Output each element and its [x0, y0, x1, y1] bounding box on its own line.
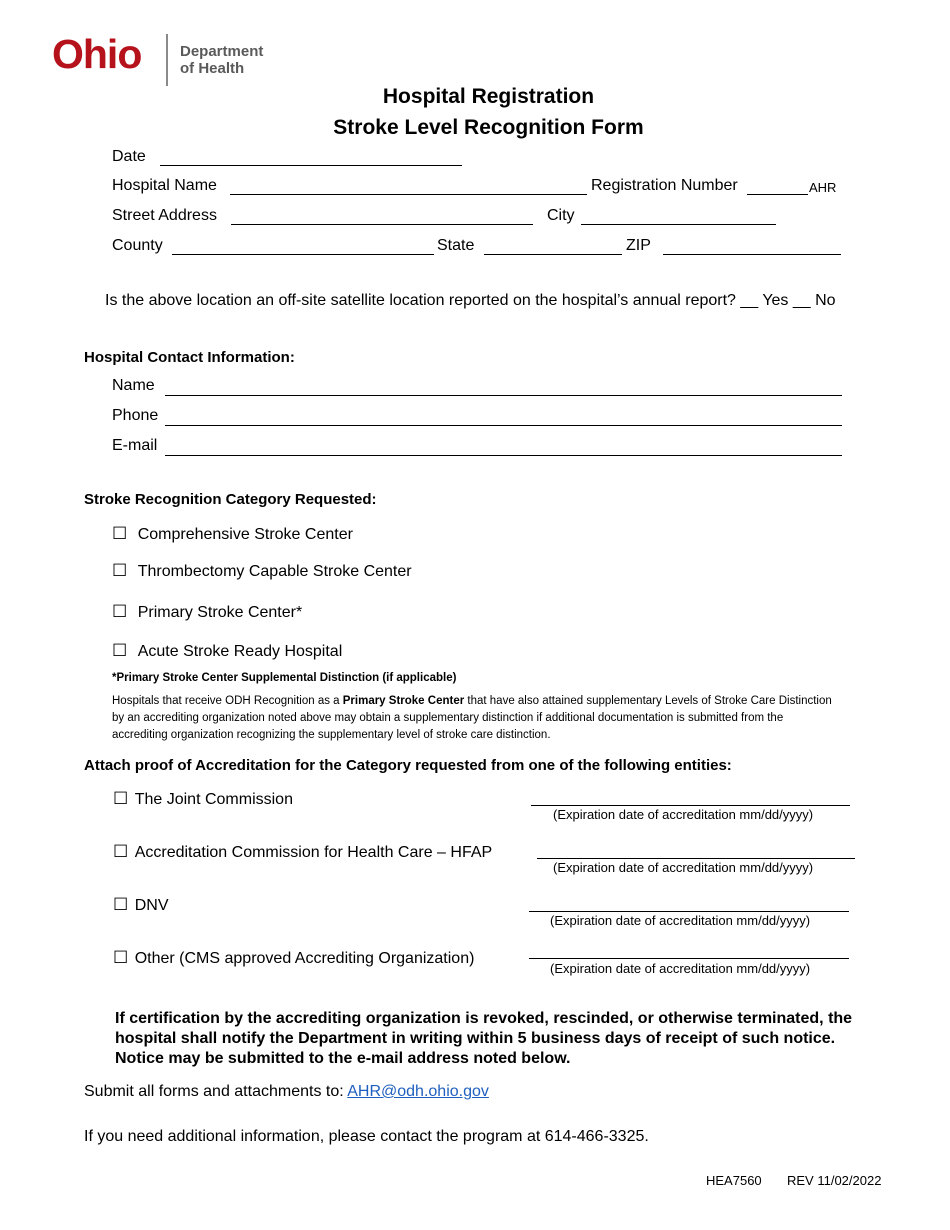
footnote-part2: that have also attained supplementary Levels of Stroke Care Distinction by an accrediting organization noted above may obtain a supplementary distinction if additional documentation is submitted from the accrediting organization recognizing the supplementary level of stroke care distinction.: [112, 695, 832, 741]
checkbox-icon[interactable]: ☐: [113, 948, 129, 967]
form-title-line1: Hospital Registration: [382, 85, 595, 108]
expiration-field-1[interactable]: [531, 805, 850, 806]
expiration-field-4[interactable]: [529, 958, 849, 959]
hospital-name-label: Hospital Name: [112, 177, 217, 194]
category-option-label: Acute Stroke Ready Hospital: [137, 643, 343, 660]
expiration-field-3[interactable]: [529, 911, 849, 912]
street-address-label: Street Address: [112, 207, 217, 224]
checkbox-icon[interactable]: ☐: [112, 524, 128, 543]
category-option-acute[interactable]: [112, 641, 342, 661]
registration-suffix: AHR: [809, 180, 837, 195]
category-option-thrombectomy[interactable]: [112, 561, 412, 581]
street-address-field[interactable]: [231, 224, 533, 225]
contact-email-label: E-mail: [112, 437, 158, 454]
contact-name-label: Name: [112, 377, 155, 394]
city-label: City: [547, 207, 575, 224]
form-number: HEA7560: [706, 1173, 762, 1188]
checkbox-icon[interactable]: ☐: [113, 789, 129, 808]
zip-field[interactable]: [663, 254, 841, 255]
revision-date: REV 11/02/2022: [787, 1173, 882, 1188]
registration-number-label: Registration Number: [591, 177, 738, 194]
category-option-primary[interactable]: [112, 602, 302, 622]
contact-phone-label: Phone: [112, 407, 159, 424]
registration-number-field[interactable]: [747, 194, 808, 195]
submit-label: Submit all forms and attachments to:: [84, 1083, 348, 1100]
accreditation-heading: Attach proof of Accreditation for the Category requested from one of the following entities:: [84, 757, 732, 774]
date-label: Date: [112, 148, 146, 165]
accreditation-option-joint-commission[interactable]: [113, 789, 293, 809]
category-heading: Stroke Recognition Category Requested:: [84, 491, 377, 508]
expiration-field-2[interactable]: [537, 858, 855, 859]
checkbox-icon[interactable]: ☐: [113, 842, 129, 861]
submit-line: [84, 1083, 489, 1101]
contact-info-line: If you need additional information, please contact the program at 614-466-3325.: [84, 1128, 649, 1145]
footnote-paragraph: [112, 693, 837, 744]
state-label: State: [437, 237, 475, 254]
category-option-comprehensive[interactable]: [112, 524, 353, 544]
county-field[interactable]: [172, 254, 434, 255]
satellite-question: Is the above location an off-site satellite location reported on the hospital’s annual report? __ Yes __ No: [105, 292, 836, 309]
state-field[interactable]: [484, 254, 622, 255]
footnote-heading: *Primary Stroke Center Supplemental Distinction (if applicable): [112, 672, 457, 684]
category-option-label: Primary Stroke Center*: [137, 604, 303, 621]
revocation-notice: If certification by the accrediting organization is revoked, rescinded, or otherwise terminated, the hospital shall notify the Department in writing within 5 business days of receipt of such notice. Notice may be submitted to the e-mail address noted below.: [115, 1010, 853, 1067]
expiration-label-3: (Expiration date of accreditation mm/dd/yyyy): [550, 913, 811, 928]
accreditation-option-other[interactable]: [113, 948, 474, 968]
checkbox-icon[interactable]: ☐: [112, 641, 128, 660]
footnote-part1: Hospitals that receive ODH Recognition as a: [112, 695, 343, 707]
accreditation-option-label: DNV: [134, 897, 169, 914]
checkbox-icon[interactable]: ☐: [112, 602, 128, 621]
accreditation-option-label: The Joint Commission: [134, 791, 293, 808]
accreditation-option-label: Other (CMS approved Accrediting Organization): [134, 950, 475, 967]
ohio-logo-wordmark: Ohio: [52, 31, 142, 77]
hospital-name-field[interactable]: [230, 194, 587, 195]
contact-email-field[interactable]: [165, 455, 842, 456]
footnote-bold: Primary Stroke Center: [342, 695, 465, 707]
logo-dept-line2: of Health: [180, 60, 245, 77]
checkbox-icon[interactable]: ☐: [113, 895, 129, 914]
accreditation-option-hfap[interactable]: [113, 842, 492, 862]
contact-phone-field[interactable]: [165, 425, 842, 426]
logo-department: [180, 43, 263, 77]
expiration-label-2: (Expiration date of accreditation mm/dd/yyyy): [553, 860, 814, 875]
contact-heading: Hospital Contact Information:: [84, 349, 295, 366]
submit-email-link[interactable]: AHR@odh.ohio.gov: [347, 1083, 489, 1100]
category-option-label: Thrombectomy Capable Stroke Center: [137, 563, 412, 580]
accreditation-option-dnv[interactable]: [113, 895, 168, 915]
logo-divider: [166, 34, 168, 86]
form-title-line2: Stroke Level Recognition Form: [333, 116, 644, 139]
expiration-label-4: (Expiration date of accreditation mm/dd/yyyy): [550, 961, 811, 976]
contact-name-field[interactable]: [165, 395, 842, 396]
city-field[interactable]: [581, 224, 776, 225]
date-field[interactable]: [160, 165, 462, 166]
zip-label: ZIP: [626, 237, 651, 254]
category-option-label: Comprehensive Stroke Center: [137, 526, 353, 543]
accreditation-option-label: Accreditation Commission for Health Care – HFAP: [134, 844, 493, 861]
expiration-label-1: (Expiration date of accreditation mm/dd/yyyy): [553, 807, 814, 822]
logo-dept-line1: Department: [180, 43, 264, 60]
county-label: County: [112, 237, 163, 254]
checkbox-icon[interactable]: ☐: [112, 561, 128, 580]
